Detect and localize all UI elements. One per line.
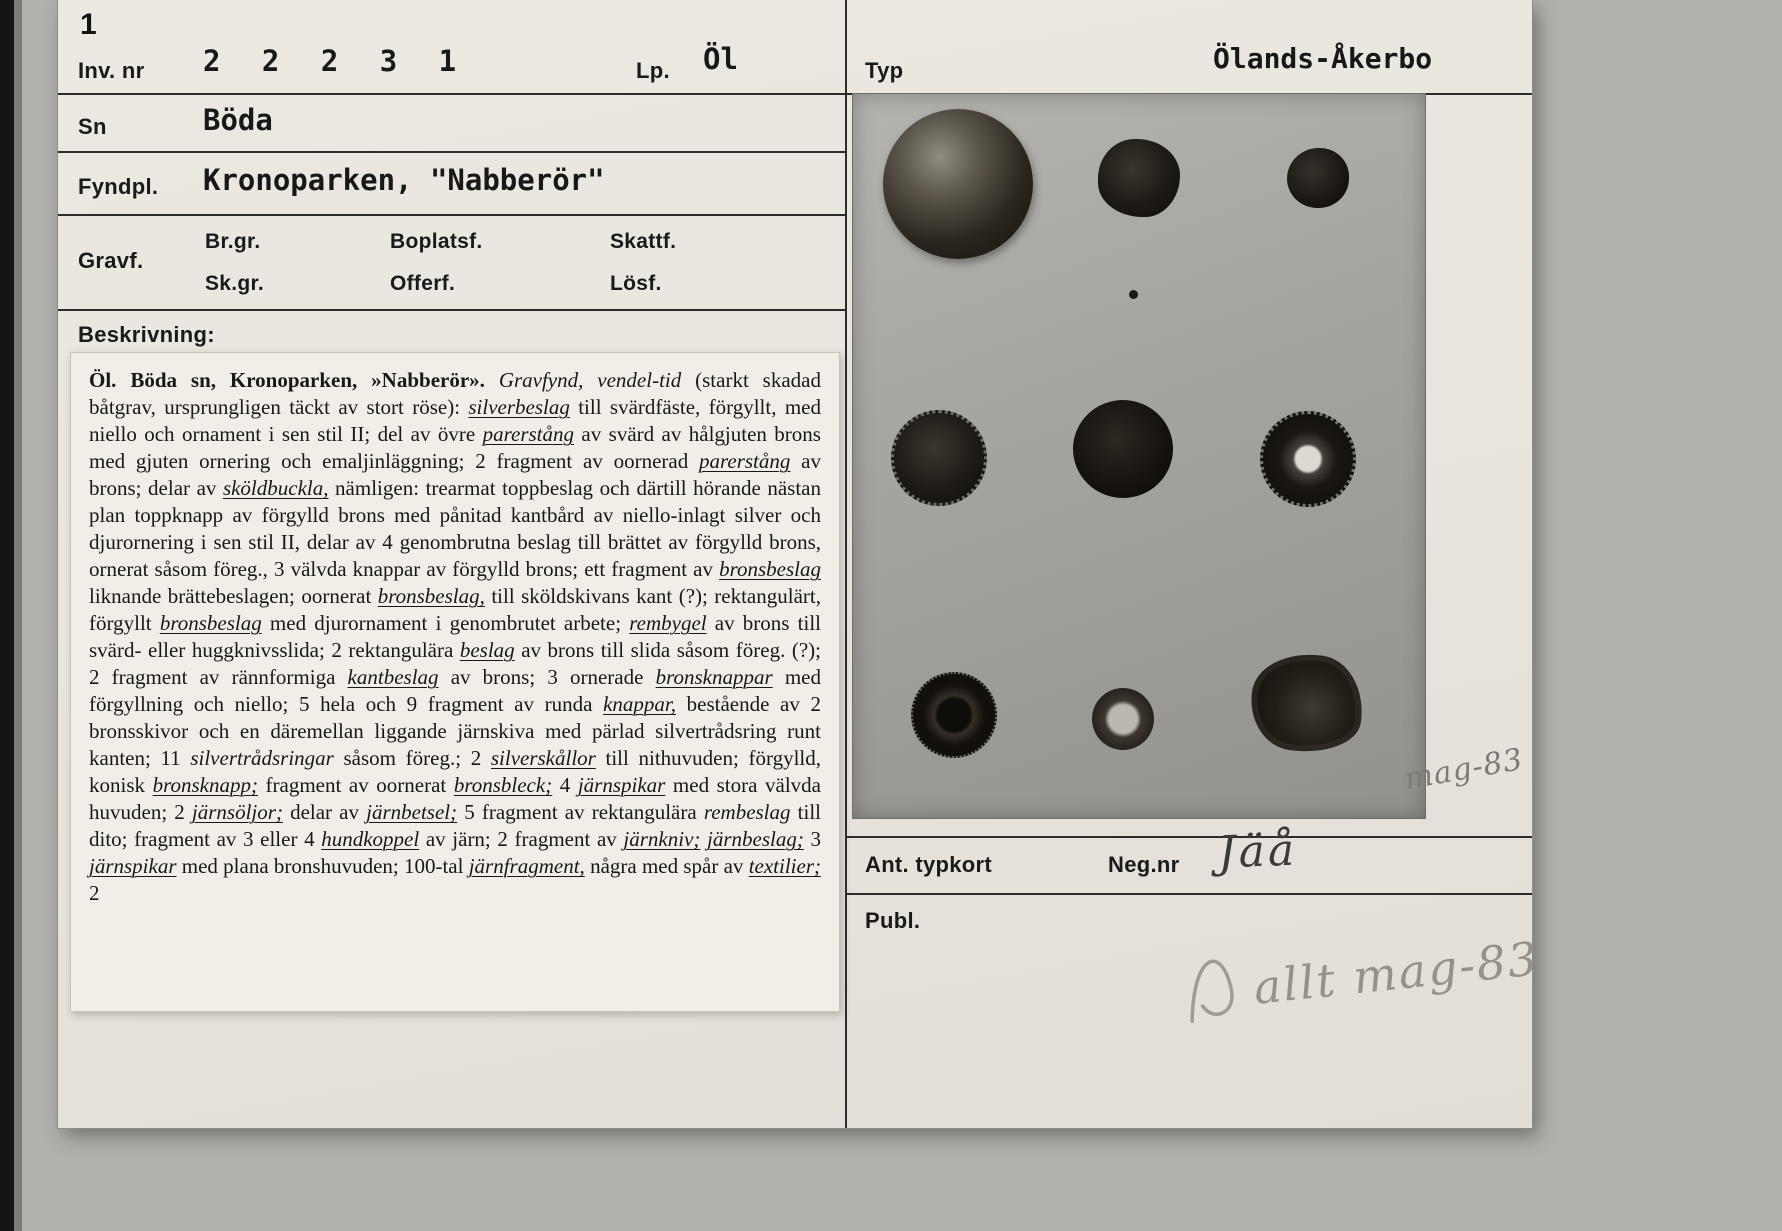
ant-typkort-label: Ant. typkort xyxy=(865,852,993,877)
description-segment: sköldbuckla, xyxy=(222,476,329,500)
sn-value: Böda xyxy=(203,103,273,137)
rule-3 xyxy=(58,214,845,216)
artifact-notched-disc xyxy=(911,672,997,758)
description-segment: parerstång xyxy=(482,422,575,446)
description-text xyxy=(89,367,821,907)
description-segment: rembeslag xyxy=(703,800,791,824)
fyndpl-value: Kronoparken, "Nabberör" xyxy=(203,163,605,197)
description-segment: bronsbleck; xyxy=(453,773,553,797)
rule-ant-top xyxy=(845,836,1532,838)
scan-edge-dark xyxy=(0,0,14,1231)
description-segment: av brons till slida såsom föreg. (?); 2 fragment av rännformiga xyxy=(89,638,822,689)
boplatsf-label: Boplatsf. xyxy=(390,230,483,253)
description-segment: järnbeslag; xyxy=(707,827,804,851)
description-segment: järnfragment, xyxy=(468,854,585,878)
description-segment: beslag xyxy=(459,638,515,662)
description-segment: silvertrådsringar xyxy=(190,746,334,770)
sn-label: Sn xyxy=(78,114,107,139)
offerf-label: Offerf. xyxy=(390,272,456,295)
description-segment: järnspikar xyxy=(89,854,177,878)
rule-1 xyxy=(58,93,845,95)
description-segment: med stora välvda huvuden; 2 xyxy=(89,773,821,824)
description-segment: liknande brättebeslagen; oornerat xyxy=(89,584,378,608)
description-paper xyxy=(70,352,840,1012)
description-segment: Öl. Böda sn, Kronoparken, »Nabberör». xyxy=(89,368,499,392)
description-segment: knappar, xyxy=(603,692,676,716)
pencil-annotation-bottom: allt mag-83 xyxy=(1250,931,1542,1015)
description-segment: bestående av 2 bronsskivor och en däremellan liggande järnskiva med pärlad silvertrådsring runt kanten; 11 xyxy=(89,692,821,770)
beskrivning-label: Beskrivning: xyxy=(78,322,215,347)
description-segment: rembygel xyxy=(629,611,707,635)
fyndpl-label: Fyndpl. xyxy=(78,174,159,199)
catalog-card xyxy=(58,0,1542,1128)
losf-label: Lösf. xyxy=(610,272,662,295)
panel-divider xyxy=(845,0,847,1128)
page-number: 1 xyxy=(80,8,97,41)
description-segment: av brons till svärd- eller huggknivsslida; 2 rektangulära xyxy=(89,611,822,662)
description-segment: silverbeslag xyxy=(468,395,570,419)
artifact-fragment-top-right xyxy=(1287,148,1349,208)
description-segment: bronsbeslag, xyxy=(377,584,485,608)
description-segment: bronsbeslag xyxy=(719,557,821,581)
neg-nr-value-handwritten: Jäå xyxy=(1217,824,1298,879)
description-segment: parerstång xyxy=(699,449,791,473)
gravf-label: Gravf. xyxy=(78,248,144,273)
description-segment: med djurornament i genombrutet arbete; xyxy=(261,611,630,635)
description-segment: till sköldskivans kant (?); rektangulärt, förgyllt xyxy=(89,584,821,635)
description-segment: såsom föreg.; 2 xyxy=(333,746,491,770)
description-segment: av järn; 2 fragment av xyxy=(419,827,624,851)
description-segment: bronsknappar xyxy=(655,665,773,689)
description-segment: till dito; fragment av 3 eller 4 xyxy=(89,800,821,851)
description-segment: (starkt skadad båtgrav, ursprungligen täckt av stort röse): xyxy=(89,368,821,419)
skattf-label: Skattf. xyxy=(610,230,677,253)
skgr-label: Sk.gr. xyxy=(205,272,264,295)
description-segment: nämligen: trearmat toppbeslag och därtill hörande nästan plan toppknapp av förgylld brons med pånitad kantbård av niello-inlagt silver och djurornering i sen stil II, delar av 4 genombrutna beslag till brättet av förgylld brons, ornerat såsom föreg., 3 välvda knappar av förgylld brons; ett fragment av xyxy=(89,476,821,581)
rule-4 xyxy=(58,309,845,311)
description-segment: till svärdfäste, förgyllt, med niello och ornament i sen stil II; del av övre xyxy=(89,395,821,446)
inv-nr-label: Inv. nr xyxy=(78,58,145,83)
description-segment: textilier; xyxy=(748,854,821,878)
description-segment: järnsöljor; xyxy=(191,800,283,824)
description-segment: några med spår av xyxy=(584,854,749,878)
pencil-annotation-mag83: mag-83 xyxy=(1401,741,1526,798)
publ-label: Publ. xyxy=(865,908,921,933)
description-segment: 2 xyxy=(89,881,100,905)
artifact-ring-disc xyxy=(1260,411,1356,507)
artifact-shield-boss xyxy=(883,109,1033,259)
description-segment: av svärd av hålgjuten brons med gjuten ornering och emaljinläggning; 2 fragment av oornerad xyxy=(89,422,821,473)
description-segment: hundkoppel xyxy=(321,827,420,851)
lp-value: Öl xyxy=(703,42,738,76)
artifact-irregular-mount xyxy=(1245,647,1370,760)
description-segment: av brons; 3 ornerade xyxy=(438,665,656,689)
artifact-button xyxy=(1092,688,1154,750)
rule-2 xyxy=(58,151,845,153)
artifact-beaded-disc xyxy=(891,410,987,506)
description-segment: fragment av oornerat xyxy=(257,773,454,797)
inv-nr-value: 2 2 2 3 1 xyxy=(203,44,469,78)
artifact-dark-disc xyxy=(1073,400,1173,498)
brgr-label: Br.gr. xyxy=(205,230,261,253)
description-segment: 5 fragment av rektangulära xyxy=(457,800,704,824)
artifact-fragment-top-center xyxy=(1098,139,1180,217)
typ-value: Ölands-Åkerbo xyxy=(1213,42,1433,75)
description-segment: kantbeslag xyxy=(347,665,439,689)
description-segment: 4 xyxy=(552,773,578,797)
description-segment: Gravfynd, vendel-tid xyxy=(498,368,682,392)
artifact-photo xyxy=(853,94,1425,818)
description-segment: silverskållor xyxy=(490,746,596,770)
description-segment: till nithuvuden; förgylld, konisk xyxy=(89,746,821,797)
lp-label: Lp. xyxy=(636,58,670,83)
description-segment: av brons; delar av xyxy=(89,449,821,500)
scan-edge-gray xyxy=(14,0,22,1231)
neg-nr-label: Neg.nr xyxy=(1108,852,1180,877)
rule-ant-bottom xyxy=(845,893,1532,895)
typ-label: Typ xyxy=(865,58,904,83)
description-segment: järnbetsel; xyxy=(366,800,458,824)
description-segment: järnkniv; xyxy=(623,827,701,851)
description-segment: med förgyllning och niello; 5 hela och 9 fragment av runda xyxy=(89,665,821,716)
description-segment: delar av xyxy=(282,800,367,824)
description-segment: bronsknapp; xyxy=(152,773,258,797)
description-segment: järnspikar xyxy=(577,773,666,797)
description-segment: bronsbeslag xyxy=(159,611,262,635)
artifact-small-dot xyxy=(1129,290,1138,299)
description-segment: 3 xyxy=(803,827,822,851)
description-segment: med plana bronshuvuden; 100-tal xyxy=(176,854,469,878)
